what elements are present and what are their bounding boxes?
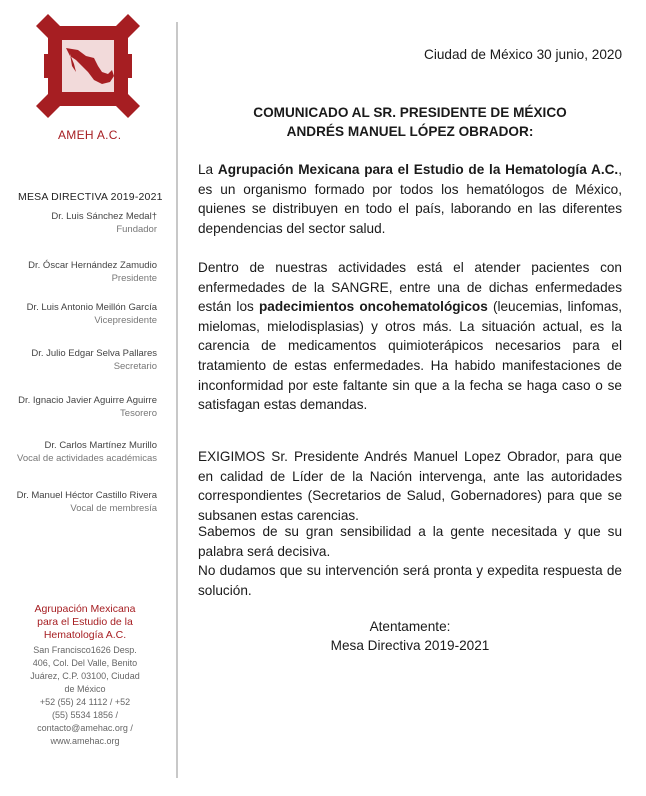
member-name: Dr. Luis Antonio Meillón García [26, 302, 157, 313]
board-member [0, 440, 157, 465]
member-name: Dr. Luis Sánchez Medal† [51, 211, 157, 222]
member-name: Dr. Julio Edgar Selva Pallares [31, 348, 157, 359]
heading-line: ANDRÉS MANUEL LÓPEZ OBRADOR: [286, 124, 534, 139]
member-name: Dr. Óscar Hernández Zamudio [28, 260, 157, 271]
address-line: 406, Col. Del Valle, Benito [32, 658, 138, 668]
paragraph-2 [198, 258, 622, 415]
board-member [0, 211, 157, 236]
p2-text: (leucemias, linfomas, mielomas, mielodisplasias) y otros más. La situación actual, es la carencia de medicamentos quimioterápicos necesarios para el tratamiento de estas enfermedades. Ha habido manifestaciones de inconformidad por este faltante sin que a la fecha se haga caso o se satisfagan estas demandas. [198, 299, 623, 413]
paragraph-3: EXIGIMOS Sr. Presidente Andrés Manuel Lopez Obrador, para que en calidad de Líder de la Nación intervenga, ante las autoridades correspondientes (Secretarios de Salud, Gobernadores) para que se subsanen estas carencias. [198, 449, 622, 523]
website-line: www.amehac.org [50, 736, 120, 746]
board-member [0, 395, 157, 420]
disease-bold: padecimientos oncohematológicos [259, 299, 488, 315]
org-name-line: para el Estudio de la [37, 616, 133, 628]
p1-text: , es un organismo formado por todos los hematólogos de México, quienes se distribuyen en todo el país, laborando en las diferentes dependencias del sector salud. [198, 162, 622, 236]
organization-info [10, 603, 160, 748]
member-name: Dr. Ignacio Javier Aguirre Aguirre [18, 395, 157, 406]
board-member [0, 302, 157, 327]
address-line: Juárez, C.P. 03100, Ciudad [30, 671, 140, 681]
board-member [0, 348, 157, 373]
member-role: Vicepresidente [94, 315, 157, 326]
paragraph-1 [198, 160, 622, 238]
sidebar [0, 0, 176, 796]
paragraph-4 [198, 522, 622, 600]
p4-line: Sabemos de su gran sensibilidad a la gente necesitada y que su palabra será decisiva. [198, 524, 622, 559]
org-name-line: Agrupación Mexicana [34, 603, 136, 615]
letter-date: Ciudad de México 30 junio, 2020 [424, 47, 622, 62]
ameh-logo [36, 14, 140, 118]
board-member [0, 490, 157, 515]
board-title: MESA DIRECTIVA 2019-2021 [18, 191, 163, 203]
phone-line: (55) 5534 1856 / [51, 710, 119, 720]
member-role: Secretario [113, 361, 157, 372]
address-line: de México [64, 684, 106, 694]
p1-text: La [198, 162, 218, 177]
board-member [0, 260, 157, 285]
member-name: Dr. Manuel Héctor Castillo Rivera [16, 490, 157, 501]
email-line: contacto@amehac.org / [37, 723, 133, 733]
p4-line: No dudamos que su intervención será pronta y expedita respuesta de solución. [198, 563, 622, 598]
closing [198, 617, 622, 655]
closing-signature: Mesa Directiva 2019-2021 [330, 638, 490, 653]
org-name-bold: Agrupación Mexicana para el Estudio de la Hematología A.C. [217, 162, 619, 177]
closing-salutation: Atentamente: [369, 619, 451, 634]
member-role: Fundador [116, 224, 157, 235]
p2-text: Dentro de nuestras actividades está el atender pacientes con enfermedades de la SANGRE, entre una de dichas enfermedades están los [198, 260, 622, 315]
member-name: Dr. Carlos Martínez Murillo [44, 440, 157, 451]
logo-text: AMEH A.C. [58, 128, 122, 142]
vertical-divider [176, 22, 178, 778]
member-role: Presidente [111, 273, 157, 284]
member-role: Tesorero [120, 408, 157, 419]
member-role: Vocal de actividades académicas [17, 453, 157, 464]
heading-line: COMUNICADO AL SR. PRESIDENTE DE MÉXICO [253, 105, 567, 120]
org-name-line: Hematología A.C. [43, 629, 127, 641]
member-role: Vocal de membresía [70, 503, 157, 514]
org-address [10, 644, 160, 748]
phone-line: +52 (55) 24 1112 / +52 [39, 697, 131, 707]
address-line: San Francisco1626 Desp. [33, 645, 137, 655]
letter-heading [198, 103, 622, 141]
